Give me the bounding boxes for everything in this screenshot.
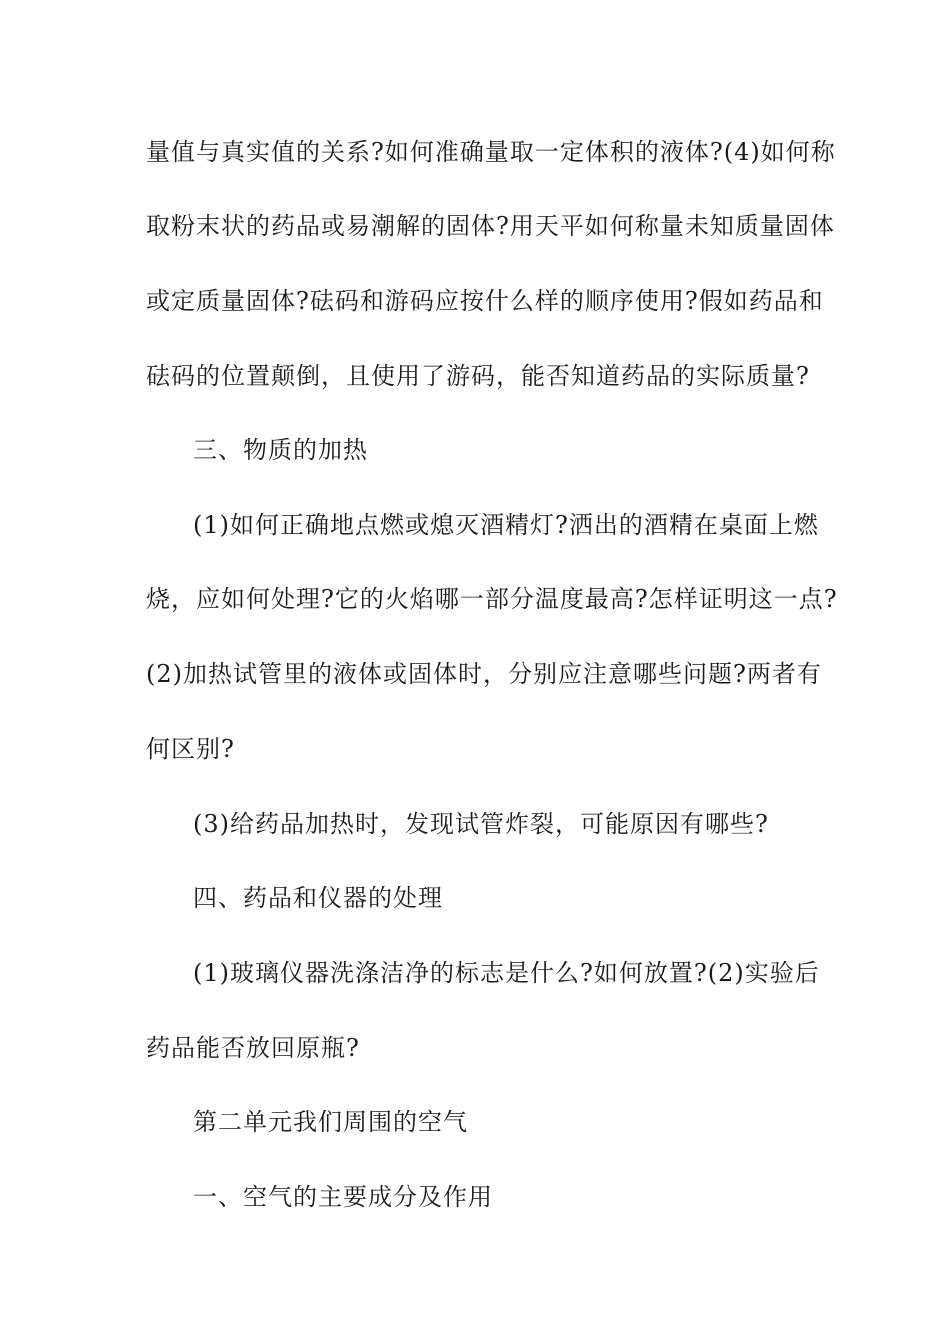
- section-heading: 一、空气的主要成分及作用: [193, 1183, 493, 1211]
- paragraph-line: 何区别?: [146, 735, 235, 763]
- paragraph-line: 或定质量固体?砝码和游码应按什么样的顺序使用?假如药品和: [146, 287, 824, 315]
- paragraph-line: (2)加热试管里的液体或固体时，分别应注意哪些问题?两者有: [146, 660, 822, 688]
- paragraph-line: (1)玻璃仪器洗涤洁净的标志是什么?如何放置?(2)实验后: [193, 959, 820, 987]
- paragraph-line: 药品能否放回原瓶?: [146, 1034, 360, 1062]
- paragraph-line: (3)给药品加热时，发现试管炸裂，可能原因有哪些?: [193, 810, 769, 838]
- section-heading: 四、药品和仪器的处理: [193, 884, 443, 912]
- paragraph-line: 量值与真实值的关系?如何准确量取一定体积的液体?(4)如何称: [146, 138, 836, 166]
- unit-heading: 第二单元我们周围的空气: [193, 1108, 468, 1136]
- paragraph-line: 取粉末状的药品或易潮解的固体?用天平如何称量未知质量固体: [146, 212, 835, 240]
- paragraph-line: 砝码的位置颠倒，且使用了游码，能否知道药品的实际质量?: [146, 362, 810, 390]
- section-heading: 三、物质的加热: [193, 436, 368, 464]
- paragraph-line: (1)如何正确地点燃或熄灭酒精灯?洒出的酒精在桌面上燃: [193, 511, 819, 539]
- paragraph-line: 烧，应如何处理?它的火焰哪一部分温度最高?怎样证明这一点?: [146, 585, 838, 613]
